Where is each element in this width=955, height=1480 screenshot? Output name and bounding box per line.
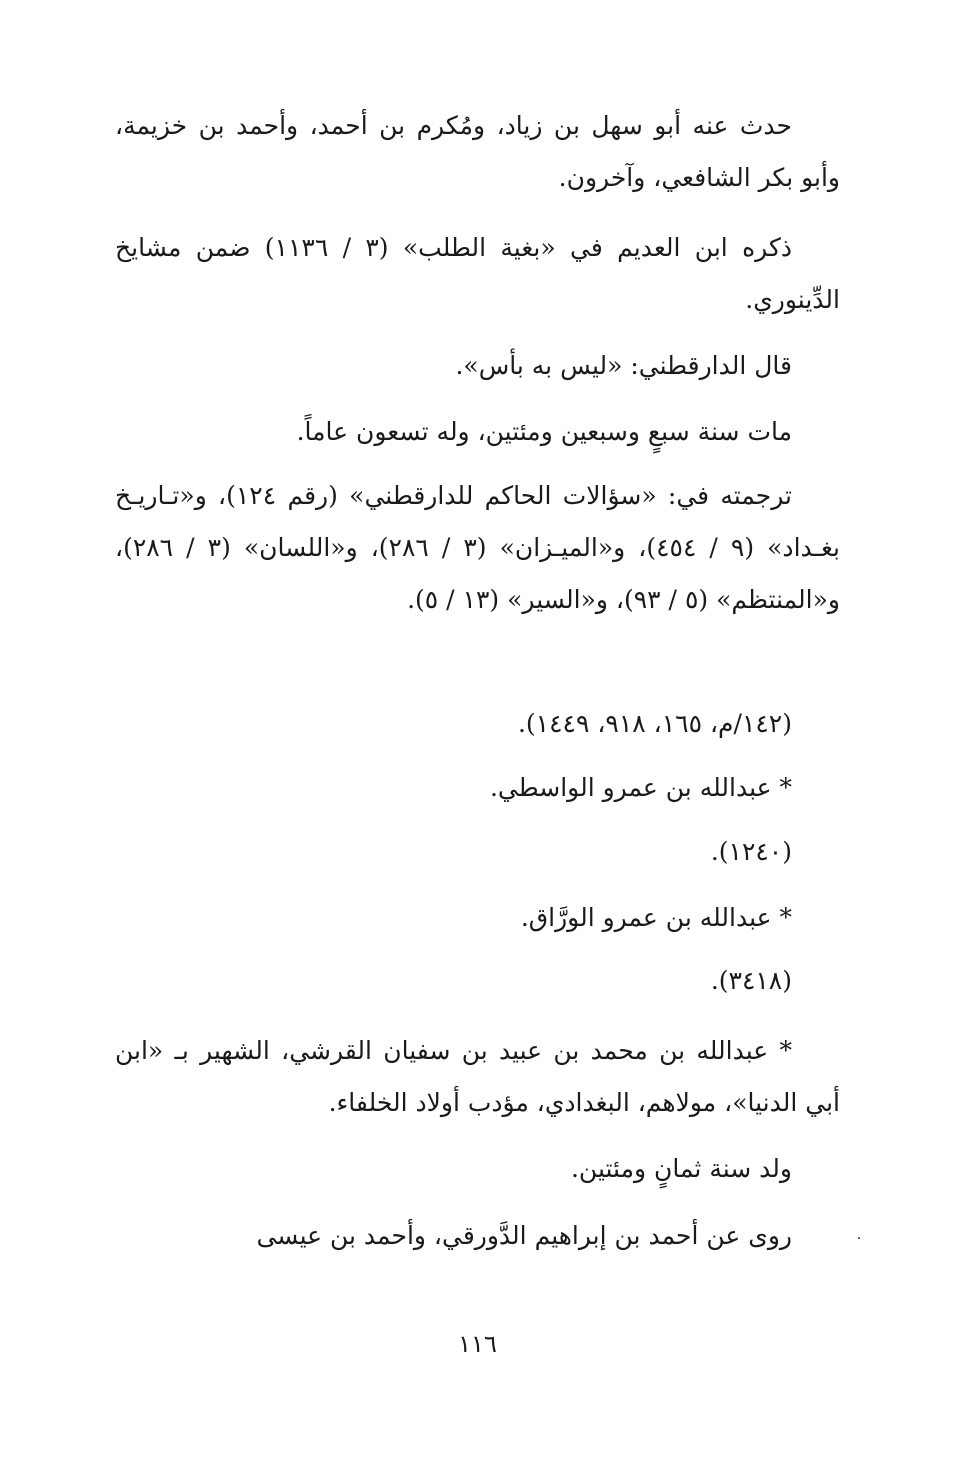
reference-numbers: (١٢٤٠). — [710, 837, 792, 866]
paragraph-narrators — [115, 100, 840, 204]
paragraph-text: حدث عنه أبو سهل بن زياد، ومُكرم بن أحمد، وأحمد بن خزيمة، وأبو بكر الشافعي، وآخرون. — [115, 111, 840, 192]
page-number: ١١٦ — [458, 1330, 497, 1358]
paragraph-text: روى عن أحمد بن إبراهيم الدَّورقي، وأحمد بن عيسى — [256, 1221, 792, 1250]
paragraph-ibn-aladim — [115, 222, 840, 326]
paragraph-sources — [115, 470, 840, 626]
paragraph-ibn-abi-aldunya — [115, 1025, 840, 1129]
quote-daraqutni: قال الدارقطني: «ليس به بأس». — [455, 351, 792, 380]
reference-numbers: (١٤٢/م، ١٦٥، ٩١٨، ١٤٤٩). — [517, 709, 792, 738]
entry-heading: * عبدالله بن عمرو الورَّاق. — [520, 903, 792, 932]
death-note: مات سنة سبعٍ وسبعين ومئتين، وله تسعون عاماً. — [296, 417, 792, 446]
reference-numbers: (٣٤١٨). — [710, 966, 792, 995]
paragraph-text: * عبدالله بن محمد بن عبيد بن سفيان القرشي، الشهير بـ «ابن أبي الدنيا»، مولاهم، البغدادي، مؤدب أولاد الخلفاء. — [115, 1036, 840, 1117]
entry-heading: * عبدالله بن عمرو الواسطي. — [489, 773, 792, 802]
birth-note: ولد سنة ثمانٍ ومئتين. — [570, 1154, 792, 1183]
paragraph-text: ترجمته في: «سؤالات الحاكم للدارقطني» (رقم ١٢٤)، و«تـاريـخ بغـداد» (٩ / ٤٥٤)، و«الميـزان» (٣ / ٢٨٦)، و«اللسان» (٣ / ٢٨٦)، و«المنتظم» (٥ / ٩٣)، و«السير» (١٣ / ٥). — [115, 481, 840, 614]
paragraph-narrated-from — [115, 1210, 840, 1262]
paragraph-text: ذكره ابن العديم في «بغية الطلب» (٣ / ١١٣٦) ضمن مشايخ الدِّينوري. — [115, 233, 840, 314]
scan-speck — [858, 1237, 860, 1239]
